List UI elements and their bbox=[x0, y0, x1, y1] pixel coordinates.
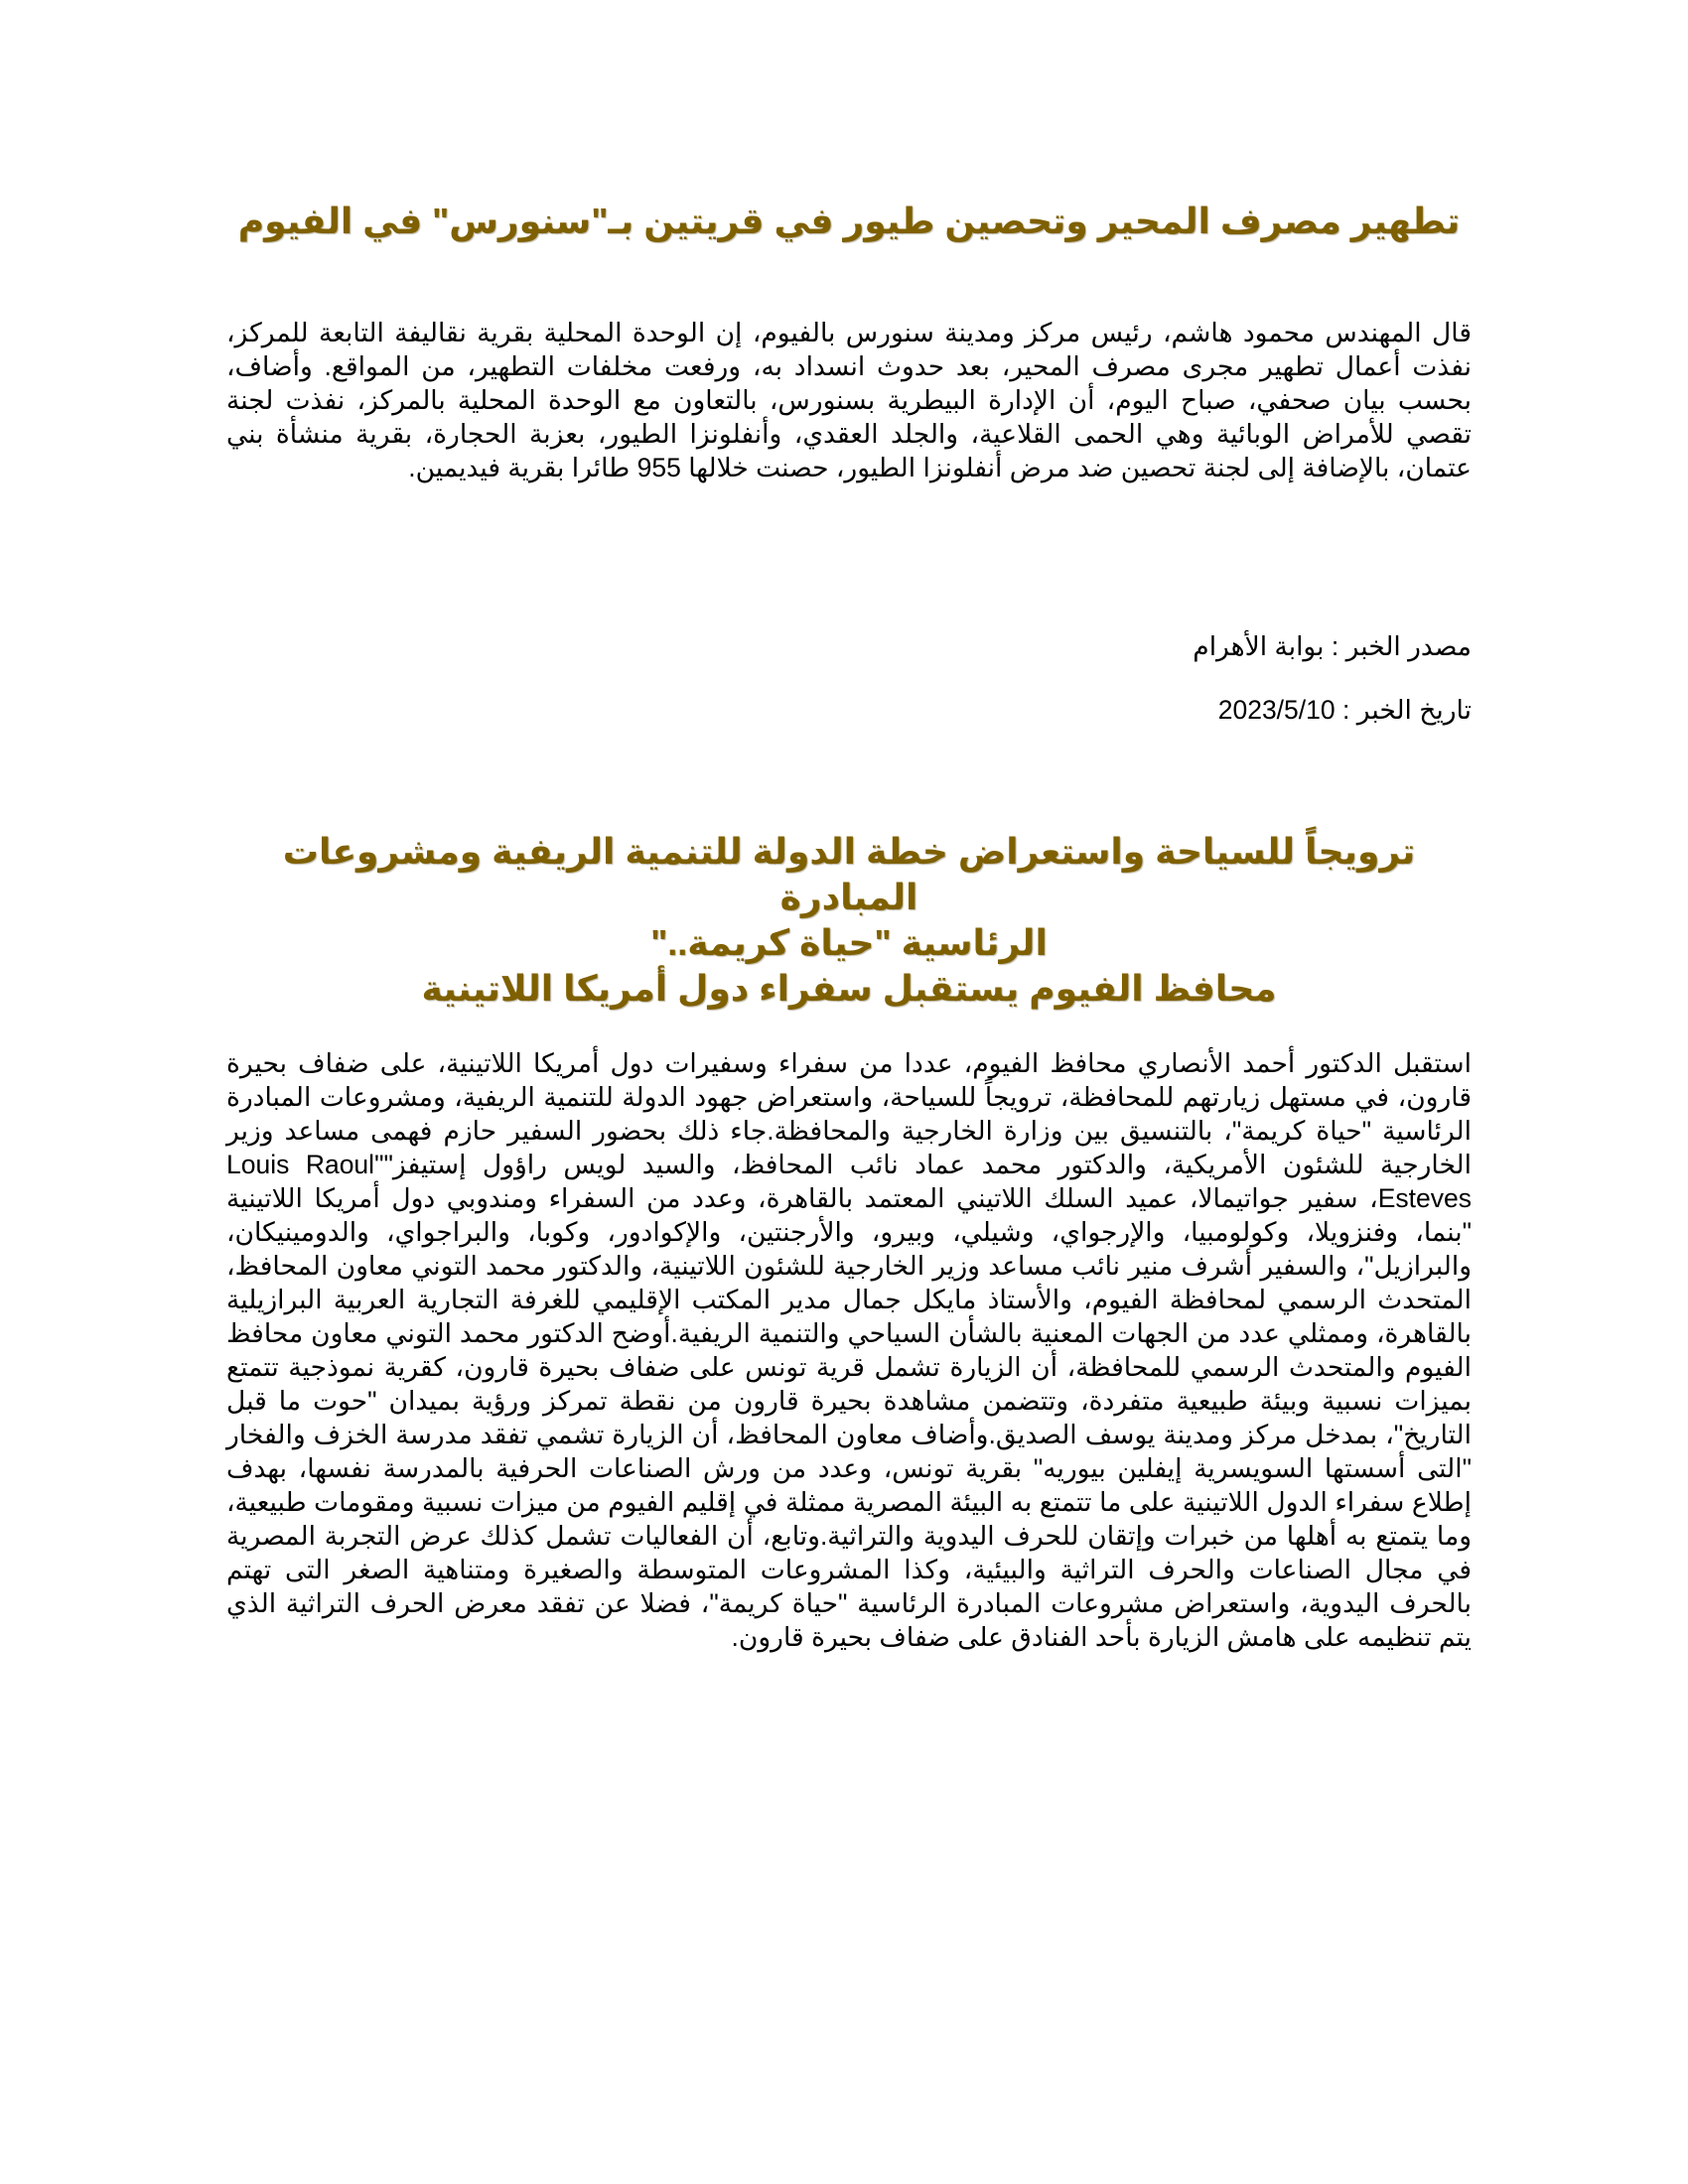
article-1-body: قال المهندس محمود هاشم، رئيس مركز ومدينة سنورس بالفيوم، إن الوحدة المحلية بقرية نقاليفة التابعة للمركز، نفذت أعمال تطهير مجرى مصرف المحير، بعد حدوث انسداد به، ورفعت مخلفات التطهير، من المواقع. وأضاف، بحسب بيان صحفي، صباح اليوم، أن الإدارة البيطرية بسنورس، بالتعاون مع الوحدة المحلية بالمركز، نفذت لجنة تقصي للأمراض الوبائية وهي الحمى القلاعية، والجلد العقدي، وأنفلونزا الطيور، بعزبة الحجارة، بقرية منشأة بني عتمان، بالإضافة إلى لجنة تحصين ضد مرض أنفلونزا الطيور، حصنت خلالها 955 طائرا بقرية فيديمين. bbox=[226, 318, 1472, 482]
source-label: مصدر الخبر bbox=[1345, 631, 1472, 661]
article-2-headline bbox=[226, 829, 1472, 1012]
article-2-headline-line-3: محافظ الفيوم يستقبل سفراء دول أمريكا اللاتينية bbox=[421, 968, 1277, 1009]
source-value: بوابة الأهرام bbox=[1193, 631, 1325, 661]
article-1-headline: تطهير مصرف المحير وتحصين طيور في قريتين بـ"سنورس" في الفيوم bbox=[237, 201, 1461, 241]
date-separator: : bbox=[1335, 695, 1357, 725]
article-2-headline-line-2: الرئاسية "حياة كريمة.." bbox=[650, 922, 1048, 963]
source-separator: : bbox=[1324, 631, 1346, 661]
article-2-headline-line-1: ترويجاً للسياحة واستعراض خطة الدولة للتنمية الريفية ومشروعات المبادرة bbox=[282, 831, 1416, 917]
article-2-body: استقبل الدكتور أحمد الأنصاري محافظ الفيوم، عددا من سفراء وسفيرات دول أمريكا اللاتينية، على ضفاف بحيرة قارون، في مستهل زيارتهم للمحافظة، ترويجاً للسياحة، واستعراض جهود الدولة للتنمية الريفية، ومشروعات المبادرة الرئاسية "حياة كريمة"، بالتنسيق بين وزارة الخارجية والمحافظة.جاء ذلك بحضور السفير حازم فهمى مساعد وزير الخارجية للشئون الأمريكية، والدكتور محمد عماد نائب المحافظ، والسيد لويس راؤول إستيفز""Louis Raoul Esteves، سفير جواتيمالا، عميد السلك اللاتيني المعتمد بالقاهرة، وعدد من السفراء ومندوبي دول أمريكا اللاتينية "بنما، وفنزويلا، وكولومبيا، والإرجواي، وشيلي، وبيرو، والأرجنتين، والإكوادور، وكوبا، والبراجواي، والدومينيكان، والبرازيل"، والسفير أشرف منير نائب مساعد وزير الخارجية للشئون اللاتينية، والدكتور محمد التوني معاون المحافظ، المتحدث الرسمي لمحافظة الفيوم، والأستاذ مايكل جمال مدير المكتب الإقليمي للغرفة التجارية العربية البرازيلية بالقاهرة، وممثلي عدد من الجهات المعنية بالشأن السياحي والتنمية الريفية.أوضح الدكتور محمد التوني معاون محافظ الفيوم والمتحدث الرسمي للمحافظة، أن الزيارة تشمل قرية تونس على ضفاف بحيرة قارون، كقرية نموذجية تتمتع بميزات نسبية وبيئة طبيعية متفردة، وتتضمن مشاهدة بحيرة قارون من نقطة تمركز ورؤية بميدان "حوت ما قبل التاريخ"، بمدخل مركز ومدينة يوسف الصديق.وأضاف معاون المحافظ، أن الزيارة تشمي تفقد مدرسة الخزف والفخار "التى أسستها السويسرية إيفلين بيوريه" بقرية تونس، وعدد من ورش الصناعات الحرفية بالمدرسة نفسها، بهدف إطلاع سفراء الدول اللاتينية على ما تتمتع به البيئة المصرية ممثلة في إقليم الفيوم من ميزات نسبية ومقومات طبيعية، وما يتمتع به أهلها من خبرات وإتقان للحرف اليدوية والتراثية.وتابع، أن الفعاليات تشمل كذلك عرض التجربة المصرية في مجال الصناعات والحرف التراثية والبيئية، وكذا المشروعات المتوسطة والصغيرة ومتناهية الصغر التى تهتم بالحرف اليدوية، واستعراض مشروعات المبادرة الرئاسية "حياة كريمة"، فضلا عن تفقد معرض الحرف التراثية الذي يتم تنظيمه على هامش الزيارة بأحد الفنادق على ضفاف بحيرة قارون. bbox=[226, 1048, 1472, 1652]
article-1-source-line bbox=[1193, 629, 1472, 663]
article-1-date-line bbox=[1218, 693, 1472, 727]
date-value: 2023/5/10 bbox=[1217, 695, 1336, 725]
date-label: تاريخ الخبر bbox=[1356, 695, 1472, 725]
